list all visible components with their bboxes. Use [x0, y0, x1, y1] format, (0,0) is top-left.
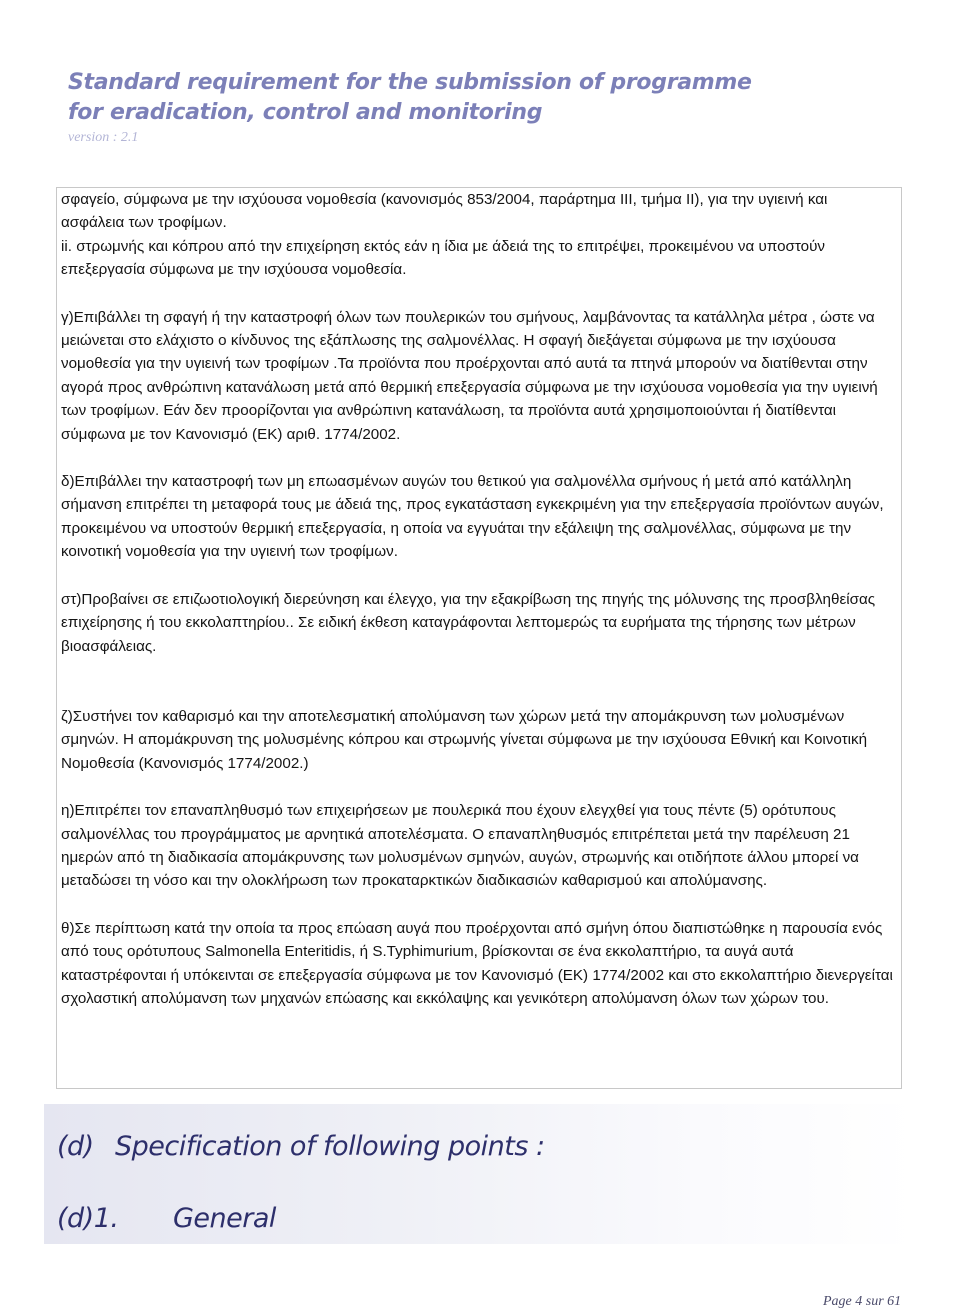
paragraph-ii: ii. στρωμνής και κόπρου από την επιχείρηση εκτός εάν η ίδια με άδειά της το επιτρέψει, προκειμένου να υποστούν επεξεργασία σύμφωνα με την ισχύουσα νομοθεσία. — [61, 237, 826, 279]
section-heading-d — [57, 1131, 545, 1162]
section-d1-text: General — [173, 1203, 276, 1234]
paragraph-st: στ)Προβαίνει σε επιζωοτιολογική διερεύνηση και έλεγχο, για την εξακρίβωση της πηγής της μόλυνσης της προσβληθείσας επιχείρησης ή του εκκολαπτηρίου.. Σε ειδική έκθεση καταγράφονται λεπτομερώς τα ευρήματα της τήρησης των μέτρων βιοασφάλειας. — [61, 590, 876, 655]
section-d1-label: (d)1. — [57, 1203, 119, 1234]
paragraph-theta: θ)Σε περίπτωση κατά την οποία τα προς επώαση αυγά που προέρχονται από σμήνη όπου διαπιστώθηκε η παρουσία ενός από τους ορότυπους Salmonella Enteritidis, ή S.Typhimurium, βρίσκονται σε ένα εκκολαπτήριο, τα αυγά αυτά καταστρέφονται ή υπόκεινται σε επεξεργασία σύμφωνα με τον Κανονισμό (ΕΚ) 1774/2002 και στο εκκολαπτήριο διενεργείται σχολαστική απολύμανση των μηχανών επώασης και εκκόλαψης και γενικότερη απολύμανση όλων των χώρων του. — [61, 919, 893, 1007]
paragraph-zeta: ζ)Συστήνει τον καθαρισμό και την αποτελεσματική απολύμανση των χώρων μετά την απομάκρυνση των μολυσμένων σμηνών. Η απομάκρυνση της μολυσμένης κόπρου και στρωμνής γίνεται σύμφωνα με την ισχύουσα Εθνική και Κοινοτική Νομοθεσία (Κανονισμός 1774/2002.) — [61, 707, 868, 772]
paragraph-gamma: γ)Επιβάλλει τη σφαγή ή την καταστροφή όλων των πουλερικών του σμήνους, λαμβάνοντας τα κατάλληλα μέτρα , ώστε να μειώνεται στο ελάχιστο ο κίνδυνος της εξάπλωσης της σαλμονέλλας. Η σφαγή διεξάγεται σύμφωνα με την ισχύουσα νομοθεσία για την υγιεινή των τροφίμων .Τα προϊόντα που προέρχονται από αυτά τα πτηνά μπορούν να διατίθενται στην αγορά προς ανθρώπινη κατανάλωση μετά από θερμική επεξεργασία σύμφωνα με την ισχύουσα νομοθεσία για την υγιεινή των τροφίμων. Εάν δεν προορίζονται για ανθρώπινη κατανάλωση, τα προϊόντα αυτά χρησιμοποιούνται ή διατίθενται σύμφωνα με τον Κανονισμό (ΕΚ) αριθ. 1774/2002. — [61, 308, 878, 443]
paragraph-eta: η)Επιτρέπει τον επαναπληθυσμό των επιχειρήσεων με πουλερικά που έχουν ελεγχθεί για τους πέντε (5) ορότυπους σαλμονέλλας του προγράμματος με αρνητικά αποτελέσματα. Ο επαναπληθυσμός επιτρέπεται μετά την παρέλευση 21 ημερών από τη διαδικασία απομάκρυνσης των μολυσμένων σμηνών, αυγών, στρωμνής και οτιδήποτε άλλου μπορεί να μεταδώσει τη νόσο και την ολοκλήρωση των προκαταρκτικών διαδικασιών καθαρισμού και απολύμανσης. — [61, 802, 859, 890]
section-d-label: (d) — [57, 1131, 94, 1162]
page-number: Page 4 sur 61 — [823, 1294, 902, 1309]
paragraph-delta: δ)Επιβάλλει την καταστροφή των μη επωασμένων αυγών του θετικού για σαλμονέλλα σμήνους ή μετά από κατάλληλη σήμανση επιτρέπει τη μεταφορά τους με άδειά της, προς εγκατάσταση εγκεκριμένη για την επεξεργασία προϊόντων αυγών, προκειμένου να υποστούν θερμική επεξεργασία, η οποία να εγγυάται την εξάλειψη της σαλμονέλλας, σύμφωνα με την κοινοτική νομοθεσία για την υγιεινή των τροφίμων. — [61, 473, 884, 561]
header-title-line2: for eradication, control and monitoring — [68, 100, 543, 125]
paragraph-abattoir: σφαγείο, σύμφωνα με την ισχύουσα νομοθεσία (κανονισμός 853/2004, παράρτημα ΙΙΙ, τμήμα ΙΙ), για την υγιεινή και ασφάλεια των τροφίμων. — [61, 191, 828, 232]
section-d-text: Specification of following points : — [115, 1131, 545, 1162]
header-version: version : 2.1 — [68, 130, 139, 145]
section-heading-d1 — [57, 1203, 276, 1234]
header-title-line1: Standard requirement for the submission of programme — [68, 70, 752, 95]
document-header — [68, 68, 928, 146]
content-box — [56, 187, 902, 1089]
